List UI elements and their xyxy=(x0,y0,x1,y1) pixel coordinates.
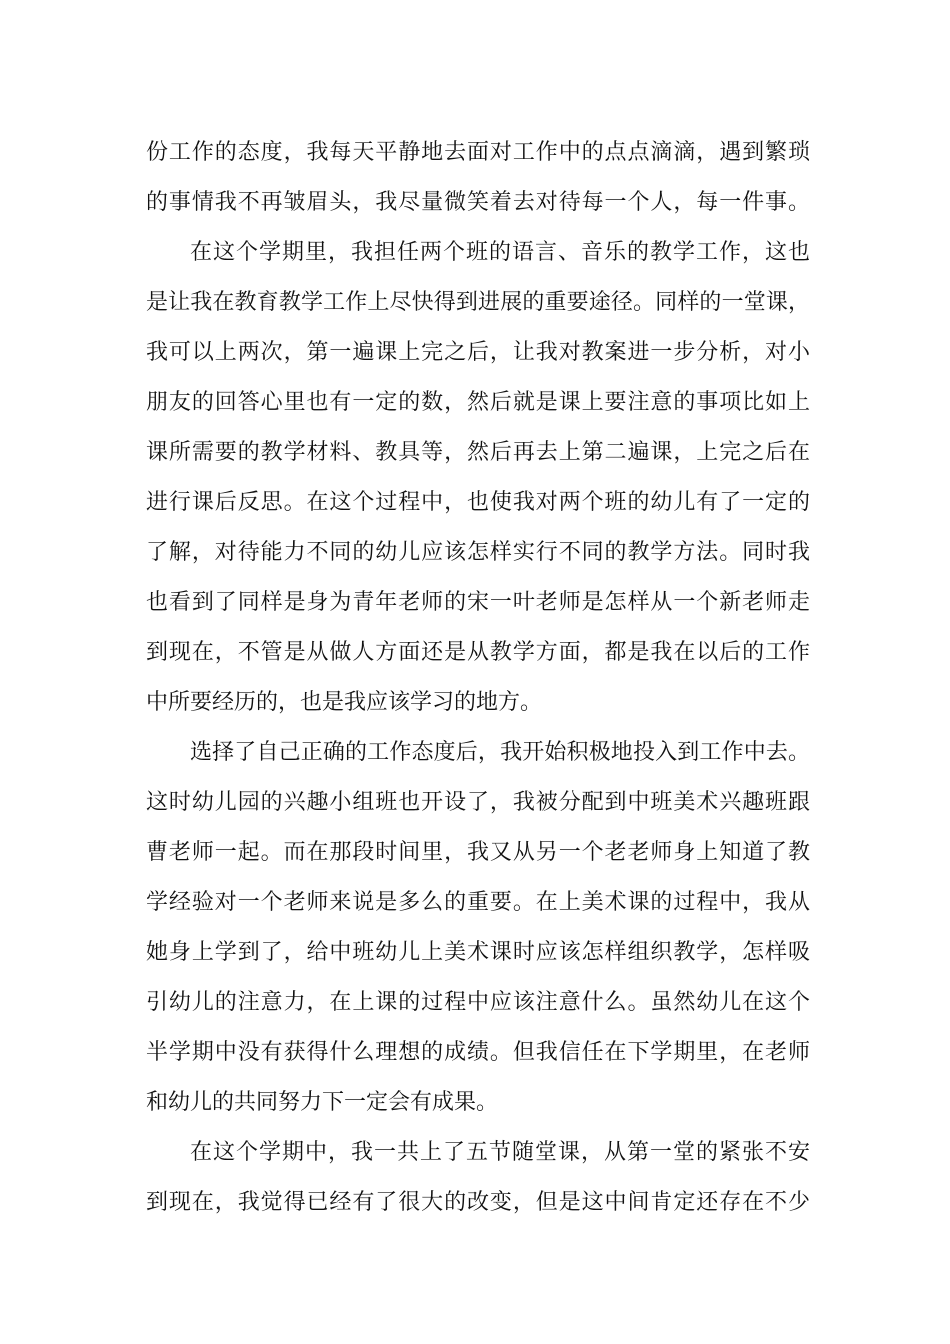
text-line: 到现在，不管是从做人方面还是从教学方面，都是我在以后的工作 xyxy=(146,640,811,665)
paragraph-start-line: 在这个学期中，我一共上了五节随堂课，从第一堂的紧张不安 xyxy=(190,1140,811,1165)
text-line: 进行课后反思。在这个过程中，也使我对两个班的幼儿有了一定的 xyxy=(146,490,811,515)
text-line: 也看到了同样是身为青年老师的宋一叶老师是怎样从一个新老师走 xyxy=(146,590,811,615)
text-line: 是让我在教育教学工作上尽快得到进展的重要途径。同样的一堂课， xyxy=(146,290,811,315)
text-line: 我可以上两次，第一遍课上完之后，让我对教案进一步分析，对小 xyxy=(146,340,811,365)
document-body xyxy=(146,128,810,1228)
text-line: 半学期中没有获得什么理想的成绩。但我信任在下学期里，在老师 xyxy=(146,1040,811,1065)
text-line: 朋友的回答心里也有一定的数，然后就是课上要注意的事项比如上 xyxy=(146,390,811,415)
paragraph-start-line: 选择了自己正确的工作态度后，我开始积极地投入到工作中去。 xyxy=(190,740,811,765)
paragraph-start-line: 在这个学期里，我担任两个班的语言、音乐的教学工作，这也 xyxy=(190,240,811,265)
text-line: 到现在，我觉得已经有了很大的改变，但是这中间肯定还存在不少 xyxy=(146,1190,811,1215)
text-line: 的事情我不再皱眉头，我尽量微笑着去对待每一个人，每一件事。 xyxy=(146,190,811,215)
text-line: 课所需要的教学材料、教具等，然后再去上第二遍课，上完之后在 xyxy=(146,440,811,465)
text-line: 中所要经历的，也是我应该学习的地方。 xyxy=(146,690,543,715)
text-line: 曹老师一起。而在那段时间里，我又从另一个老老师身上知道了教 xyxy=(146,840,811,865)
text-line: 了解，对待能力不同的幼儿应该怎样实行不同的教学方法。同时我 xyxy=(146,540,811,565)
text-line: 她身上学到了，给中班幼儿上美术课时应该怎样组织教学，怎样吸 xyxy=(146,940,811,965)
text-line: 学经验对一个老师来说是多么的重要。在上美术课的过程中，我从 xyxy=(146,890,811,915)
text-line: 份工作的态度，我每天平静地去面对工作中的点点滴滴，遇到繁琐 xyxy=(146,140,811,165)
text-line: 和幼儿的共同努力下一定会有成果。 xyxy=(146,1090,499,1115)
text-line: 这时幼儿园的兴趣小组班也开设了，我被分配到中班美术兴趣班跟 xyxy=(146,790,811,815)
text-line: 引幼儿的注意力，在上课的过程中应该注意什么。虽然幼儿在这个 xyxy=(146,990,811,1015)
